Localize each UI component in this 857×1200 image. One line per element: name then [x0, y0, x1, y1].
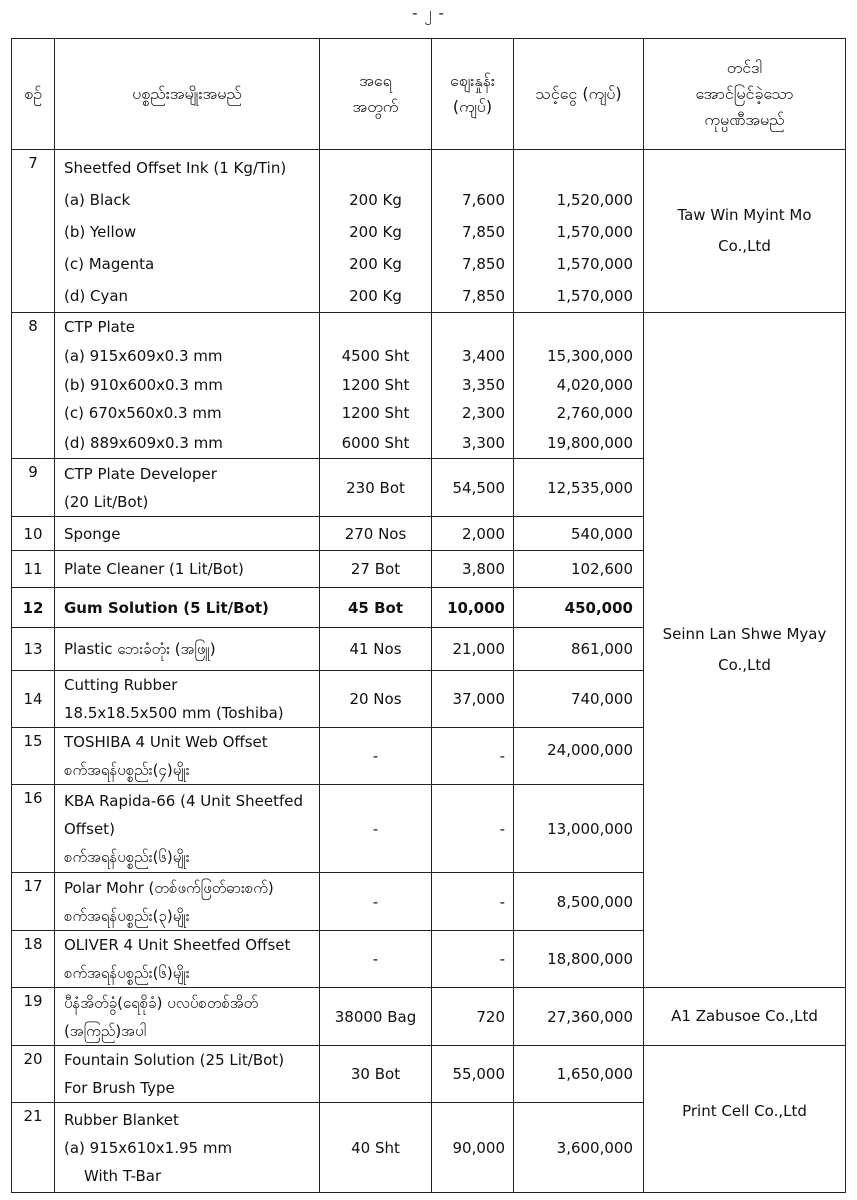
table-row-8: [12, 313, 846, 459]
row-number: 21: [12, 1103, 55, 1193]
description-line: Cutting Rubber: [64, 676, 178, 694]
item-quantity: 41 Nos: [320, 628, 432, 671]
header-no: စဉ်: [12, 39, 55, 150]
sub-item: (b) 910x600x0.3 mm: [64, 376, 223, 394]
description-line: ပီနံအိတ်ခွံ(ရေစိုခံ) ပလပ်စတစ်အိတ်: [64, 993, 259, 1012]
row-number: 18: [12, 931, 55, 988]
quantity-value: 6000 Sht: [341, 434, 410, 452]
description-line: OLIVER 4 Unit Sheetfed Offset: [64, 936, 291, 954]
item-amount: 450,000: [514, 588, 644, 628]
item-price: 37,000: [432, 671, 514, 728]
procurement-table: [11, 38, 846, 1193]
item-amount: 3,600,000: [514, 1103, 644, 1193]
item-amount: 861,000: [514, 628, 644, 671]
description-line: (20 Lit/Bot): [64, 492, 149, 511]
row-number: 16: [12, 785, 55, 873]
item-description: [55, 517, 320, 551]
item-description: [55, 313, 320, 459]
sub-item: (d) 889x609x0.3 mm: [64, 434, 223, 452]
item-price: 2,000: [432, 517, 514, 551]
item-price: 21,000: [432, 628, 514, 671]
item-description: [55, 728, 320, 785]
item-amount: 1,650,000: [514, 1046, 644, 1103]
row-number: 11: [12, 551, 55, 588]
row-number: 19: [12, 988, 55, 1046]
description-line: KBA Rapida-66 (4 Unit Sheetfed: [64, 791, 303, 810]
description-line: For Brush Type: [64, 1079, 175, 1097]
quantity-value: 200 Kg: [349, 287, 402, 305]
amount-value: 1,520,000: [556, 191, 633, 209]
description-line: Polar Mohr (တစ်ဖက်ဖြတ်ဓားစက်): [64, 878, 274, 897]
description-line: 18.5x18.5x500 mm (Toshiba): [64, 704, 284, 722]
header-amount: သင့်ငွေ (ကျပ်): [514, 39, 644, 150]
item-price: 55,000: [432, 1046, 514, 1103]
item-description: [55, 1046, 320, 1103]
supplier-print-cell: Print Cell Co.,Ltd: [644, 1046, 846, 1193]
row-number: 9: [12, 459, 55, 517]
row-number: 8: [12, 313, 55, 459]
description-line: စက်အရန်ပစ္စည်း(၄)မျိုး: [64, 761, 190, 779]
amount-value: 15,300,000: [547, 347, 633, 365]
item-price: [432, 150, 514, 313]
header-row: [12, 39, 846, 150]
amount-value: 4,020,000: [556, 376, 633, 394]
price-value: 2,300: [462, 404, 505, 422]
amount-value: 2,760,000: [556, 404, 633, 422]
table-row-19: [12, 988, 846, 1046]
page-number: - ၂ -: [412, 4, 445, 22]
item-quantity: 27 Bot: [320, 551, 432, 588]
amount-value: 1,570,000: [556, 287, 633, 305]
item-description: [55, 873, 320, 931]
item-price: -: [432, 785, 514, 873]
header-supplier: တင်ဒါ အောင်မြင်ခဲ့သော ကုမ္ပဏီအမည်: [644, 39, 846, 150]
amount-value: 1,570,000: [556, 223, 633, 241]
quantity-value: 200 Kg: [349, 255, 402, 273]
sub-item: (c) 670x560x0.3 mm: [64, 404, 222, 422]
description-line: (a) 915x610x1.95 mm: [64, 1138, 233, 1157]
table-row-7: [12, 150, 846, 313]
row-number: 12: [12, 588, 55, 628]
item-amount: 540,000: [514, 517, 644, 551]
row-number: 15: [12, 728, 55, 785]
item-amount: 13,000,000: [514, 785, 644, 873]
description-line: Gum Solution (5 Lit/Bot): [64, 598, 269, 617]
description-line: စက်အရန်ပစ္စည်း(၆)မျိုး: [64, 847, 190, 866]
description-line: With T-Bar: [84, 1166, 162, 1185]
item-title: Sheetfed Offset Ink (1 Kg/Tin): [64, 159, 287, 177]
description-line: စက်အရန်ပစ္စည်း(၆)မျိုး: [64, 964, 190, 982]
description-line: Offset): [64, 819, 115, 838]
header-quantity: အရေ အတွက်: [320, 39, 432, 150]
item-description: [55, 988, 320, 1046]
item-amount: 740,000: [514, 671, 644, 728]
description-line: (အကြည်)အပါ: [64, 1021, 147, 1040]
item-amount: [514, 313, 644, 459]
item-amount: 18,800,000: [514, 931, 644, 988]
description-line: စက်အရန်ပစ္စည်း(၃)မျိုး: [64, 906, 190, 925]
item-quantity: -: [320, 931, 432, 988]
header-item: ပစ္စည်းအမျိုးအမည်: [55, 39, 320, 150]
item-description: [55, 671, 320, 728]
item-price: 90,000: [432, 1103, 514, 1193]
item-amount: 12,535,000: [514, 459, 644, 517]
supplier-taw-win: Taw Win Myint Mo Co.,Ltd: [644, 150, 846, 313]
item-price: [432, 313, 514, 459]
item-quantity: 30 Bot: [320, 1046, 432, 1103]
item-price: 10,000: [432, 588, 514, 628]
sub-item: (a) 915x609x0.3 mm: [64, 347, 223, 365]
item-price: 720: [432, 988, 514, 1046]
quantity-value: 200 Kg: [349, 223, 402, 241]
price-value: 7,850: [462, 255, 505, 273]
price-value: 3,300: [462, 434, 505, 452]
sub-item: (a) Black: [64, 191, 131, 209]
quantity-value: 200 Kg: [349, 191, 402, 209]
item-title: CTP Plate: [64, 318, 135, 336]
price-value: 7,850: [462, 223, 505, 241]
quantity-value: 4500 Sht: [341, 347, 410, 365]
item-quantity: [320, 150, 432, 313]
sub-item: (b) Yellow: [64, 223, 137, 241]
item-quantity: 20 Nos: [320, 671, 432, 728]
item-price: 54,500: [432, 459, 514, 517]
description-line: TOSHIBA 4 Unit Web Offset: [64, 733, 268, 751]
row-number: 7: [12, 150, 55, 313]
supplier-a1: A1 Zabusoe Co.,Ltd: [644, 988, 846, 1046]
row-number: 10: [12, 517, 55, 551]
price-value: 3,350: [462, 376, 505, 394]
item-quantity: 38000 Bag: [320, 988, 432, 1046]
item-amount: 24,000,000: [514, 728, 644, 785]
price-value: 7,850: [462, 287, 505, 305]
description-line: Fountain Solution (25 Lit/Bot): [64, 1051, 285, 1069]
item-amount: [514, 150, 644, 313]
sub-item: (d) Cyan: [64, 287, 129, 305]
item-description: [55, 588, 320, 628]
item-quantity: 270 Nos: [320, 517, 432, 551]
item-quantity: -: [320, 873, 432, 931]
price-value: 7,600: [462, 191, 505, 209]
item-description: [55, 628, 320, 671]
table-row-20: [12, 1046, 846, 1103]
price-value: 3,400: [462, 347, 505, 365]
description-line: CTP Plate Developer: [64, 464, 217, 483]
item-description: [55, 551, 320, 588]
quantity-value: 1200 Sht: [341, 376, 410, 394]
description-line: Plastic ဘေးခံတုံး (အဖြူ): [64, 640, 216, 658]
description-line: Sponge: [64, 524, 121, 543]
item-description: [55, 931, 320, 988]
row-number: 20: [12, 1046, 55, 1103]
item-price: 3,800: [432, 551, 514, 588]
item-description: [55, 1103, 320, 1193]
amount-value: 1,570,000: [556, 255, 633, 273]
item-price: -: [432, 931, 514, 988]
supplier-seinn-lan: Seinn Lan Shwe Myay Co.,Ltd: [644, 313, 846, 988]
item-quantity: [320, 313, 432, 459]
item-quantity: -: [320, 728, 432, 785]
item-quantity: -: [320, 785, 432, 873]
item-description: [55, 785, 320, 873]
item-price: -: [432, 873, 514, 931]
item-description: [55, 150, 320, 313]
item-amount: 102,600: [514, 551, 644, 588]
row-number: 13: [12, 628, 55, 671]
item-description: [55, 459, 320, 517]
item-quantity: 40 Sht: [320, 1103, 432, 1193]
amount-value: 19,800,000: [547, 434, 633, 452]
description-line: Rubber Blanket: [64, 1110, 179, 1129]
description-line: Plate Cleaner (1 Lit/Bot): [64, 560, 244, 578]
item-price: -: [432, 728, 514, 785]
item-amount: 8,500,000: [514, 873, 644, 931]
row-number: 17: [12, 873, 55, 931]
header-price: စျေးနှုန်း (ကျပ်): [432, 39, 514, 150]
item-amount: 27,360,000: [514, 988, 644, 1046]
item-quantity: 45 Bot: [320, 588, 432, 628]
quantity-value: 1200 Sht: [341, 404, 410, 422]
item-quantity: 230 Bot: [320, 459, 432, 517]
sub-item: (c) Magenta: [64, 255, 155, 273]
row-number: 14: [12, 671, 55, 728]
